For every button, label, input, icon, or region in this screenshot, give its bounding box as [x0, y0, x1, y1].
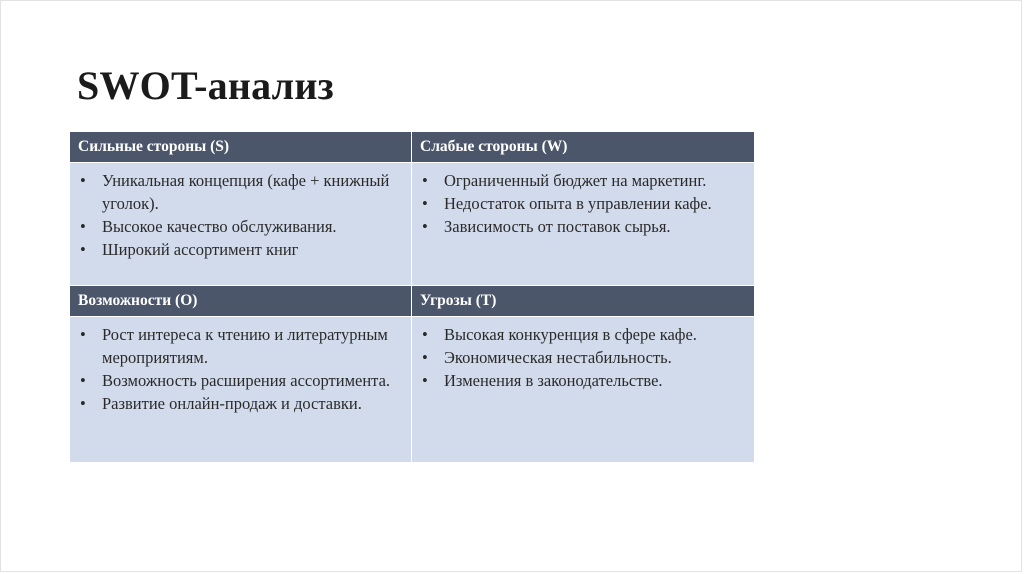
list-item-text: Широкий ассортимент книг [102, 240, 299, 259]
list-item [78, 323, 405, 369]
list-item-text: Зависимость от поставок сырья. [444, 217, 671, 236]
list-item [78, 392, 405, 415]
list-item-text: Недостаток опыта в управлении кафе. [444, 194, 712, 213]
list-item-text: Уникальная концепция (кафе + книжный уголок). [102, 171, 390, 213]
bullet-icon: • [422, 194, 428, 213]
strengths-cell [70, 163, 412, 286]
bullet-icon: • [80, 217, 86, 236]
weaknesses-cell [412, 163, 755, 286]
weaknesses-header: Слабые стороны (W) [412, 132, 755, 163]
list-item-text: Возможность расширения ассортимента. [102, 371, 391, 390]
opportunities-list [78, 323, 405, 415]
list-item [420, 169, 748, 192]
list-item [420, 346, 748, 369]
list-item-text: Рост интереса к чтению и литературным мероприятиям. [102, 325, 388, 367]
slide-title: SWOT-анализ [77, 63, 334, 108]
threats-list [420, 323, 748, 392]
swot-header-row-sw [70, 132, 755, 163]
strengths-list [78, 169, 405, 261]
bullet-icon: • [422, 348, 428, 367]
swot-body-row-ot [70, 317, 755, 463]
bullet-icon: • [80, 171, 86, 190]
list-item-text: Высокое качество обслуживания. [102, 217, 337, 236]
list-item [78, 215, 405, 238]
bullet-icon: • [80, 371, 86, 390]
threats-header: Угрозы (T) [412, 286, 755, 317]
bullet-icon: • [422, 325, 428, 344]
weaknesses-list [420, 169, 748, 238]
opportunities-cell [70, 317, 412, 463]
list-item [420, 192, 748, 215]
bullet-icon: • [80, 240, 86, 259]
threats-cell [412, 317, 755, 463]
list-item-text: Экономическая нестабильность. [444, 348, 672, 367]
swot-body-row-sw [70, 163, 755, 286]
bullet-icon: • [80, 325, 86, 344]
swot-table [69, 131, 755, 463]
strengths-header: Сильные стороны (S) [70, 132, 412, 163]
bullet-icon: • [422, 217, 428, 236]
list-item-text: Изменения в законодательстве. [444, 371, 663, 390]
list-item [420, 369, 748, 392]
bullet-icon: • [80, 394, 86, 413]
list-item [78, 169, 405, 215]
list-item [78, 369, 405, 392]
list-item [78, 238, 405, 261]
list-item [420, 215, 748, 238]
list-item-text: Высокая конкуренция в сфере кафе. [444, 325, 697, 344]
list-item-text: Ограниченный бюджет на маркетинг. [444, 171, 707, 190]
list-item-text: Развитие онлайн-продаж и доставки. [102, 394, 362, 413]
opportunities-header: Возможности (O) [70, 286, 412, 317]
bullet-icon: • [422, 171, 428, 190]
swot-header-row-ot [70, 286, 755, 317]
bullet-icon: • [422, 371, 428, 390]
list-item [420, 323, 748, 346]
